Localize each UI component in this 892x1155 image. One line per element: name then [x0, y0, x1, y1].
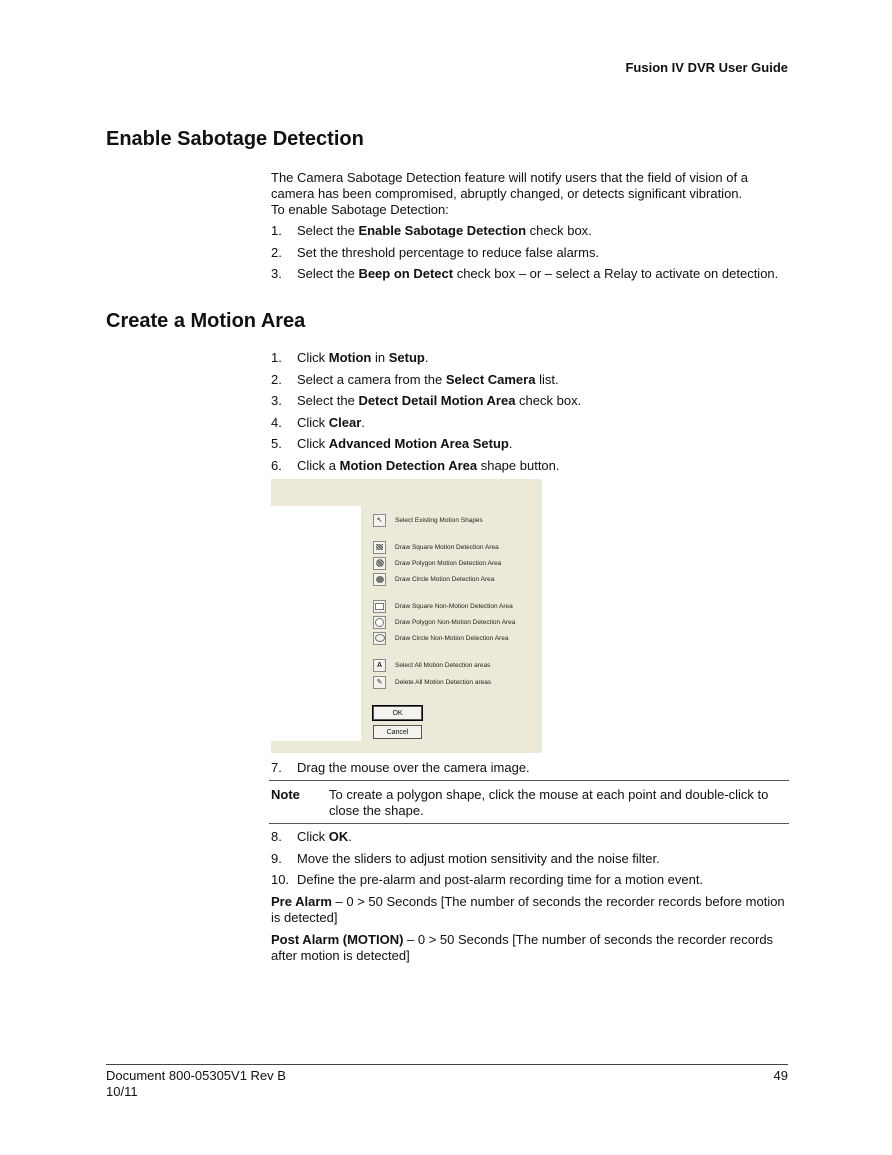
list-item: 4. Click Clear.	[271, 414, 365, 430]
select-all-row: A Select All Motion Detection areas	[373, 658, 490, 672]
list-item: 8. Click OK.	[271, 829, 352, 844]
square-nonmotion-icon[interactable]	[373, 600, 386, 613]
polygon-motion-icon[interactable]	[373, 557, 386, 570]
note-box	[269, 780, 789, 824]
post-alarm-paragraph: Post Alarm (MOTION) – 0 > 50 Seconds [The number of seconds the recorder records after motion is detected]	[271, 931, 774, 963]
polygon-nonmotion-icon[interactable]	[373, 616, 386, 629]
square-motion-icon[interactable]	[373, 541, 386, 554]
steps-after	[271, 829, 791, 964]
intro-line: The Camera Sabotage Detection feature will notify users that the field of vision of a	[271, 170, 748, 185]
circle-nonmotion-icon[interactable]	[373, 632, 386, 645]
circle-nonmotion-row: Draw Circle Non-Motion Detection Area	[373, 631, 508, 645]
list-item: 2. Select a camera from the Select Camera list.	[271, 371, 559, 387]
square-nonmotion-row: Draw Square Non-Motion Detection Area	[373, 599, 513, 613]
section-heading-sabotage: Enable Sabotage Detection	[106, 128, 364, 150]
document-number: Document 800-05305V1 Rev B	[106, 1068, 286, 1083]
sabotage-body	[271, 170, 791, 288]
list-item: 9. Move the sliders to adjust motion sensitivity and the noise filter.	[271, 850, 660, 866]
square-motion-row: Draw Square Motion Detection Area	[373, 540, 499, 554]
select-shapes-row: ↖ Select Existing Motion Shapes	[373, 513, 483, 527]
polygon-nonmotion-row: Draw Polygon Non-Motion Detection Area	[373, 615, 515, 629]
note-text: To create a polygon shape, click the mouse at each point and double-click to close the shape.	[329, 787, 769, 818]
circle-motion-icon[interactable]	[373, 573, 386, 586]
intro-line: To enable Sabotage Detection:	[271, 202, 449, 217]
pre-alarm-paragraph: Pre Alarm – 0 > 50 Seconds [The number of seconds the recorder records before motion is detected]	[271, 893, 785, 925]
page-footer	[106, 1064, 788, 1100]
arrow-pointer-icon[interactable]: ↖	[373, 514, 386, 527]
list-item: 3. Select the Beep on Detect check box – or – select a Relay to activate on detection.	[271, 266, 779, 282]
motion-area-dialog-screenshot	[271, 479, 542, 753]
list-item: 2. Set the threshold percentage to reduce false alarms.	[271, 244, 600, 260]
list-item: 3. Select the Detect Detail Motion Area check box.	[271, 393, 582, 409]
circle-motion-row: Draw Circle Motion Detection Area	[373, 572, 494, 586]
delete-all-row: ✎ Delete All Motion Detection areas	[373, 675, 491, 689]
list-item: 1. Select the Enable Sabotage Detection check box.	[271, 223, 592, 238]
list-item: 6. Click a Motion Detection Area shape button.	[271, 457, 560, 473]
camera-preview-area	[271, 506, 361, 741]
delete-icon[interactable]: ✎	[373, 676, 386, 689]
ok-button[interactable]: OK	[373, 706, 422, 720]
list-item: 10. Define the pre-alarm and post-alarm recording time for a motion event.	[271, 872, 704, 888]
cancel-button[interactable]: Cancel	[373, 725, 422, 739]
polygon-motion-row: Draw Polygon Motion Detection Area	[373, 556, 501, 570]
select-all-icon[interactable]: A	[373, 659, 386, 672]
page-number: 49	[773, 1068, 788, 1083]
motion-steps	[271, 350, 791, 480]
list-item: 7. Drag the mouse over the camera image.	[271, 760, 530, 775]
document-date: 10/11	[106, 1084, 138, 1099]
list-item: 5. Click Advanced Motion Area Setup.	[271, 436, 513, 452]
list-item: 1. Click Motion in Setup.	[271, 350, 429, 365]
section-heading-motion: Create a Motion Area	[106, 310, 306, 332]
note-label: Note	[271, 787, 300, 802]
running-header: Fusion IV DVR User Guide	[625, 60, 788, 75]
step7	[271, 760, 791, 782]
intro-line: camera has been compromised, abruptly changed, or detects significant vibration.	[271, 186, 743, 201]
